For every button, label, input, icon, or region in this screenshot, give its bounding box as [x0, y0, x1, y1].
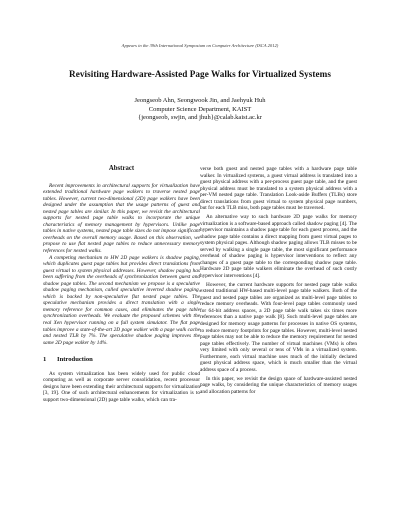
paper-title: Revisiting Hardware-Assisted Page Walks for Virtualized Systems [69, 69, 331, 79]
body-paragraph: As system virtualization has been widely used for public cloud computing as well as corporate server consolidation, recent processor designs have been extending their architectural supports for virtualization [3, 19]. One of such architectural enhancements for virtualization is to support two-dimensional (2D) page table walks, which can tra- [43, 370, 200, 403]
introduction-body [43, 371, 200, 404]
author-block [0, 97, 400, 123]
left-column [43, 166, 200, 404]
author-affiliation: Computer Science Department, KAIST [148, 105, 252, 113]
body-paragraph: verse both guest and nested page tables with a hardware page table walker. In virtualized systems, a guest virtual address is translated into a guest physical address with a per-process guest page table, and the guest physical address must be translated to a system physical address with a per-VM nested page table. Translation Look-aside Buffers (TLBs) store direct translations from guest virtual to system physical page numbers, but for each TLB miss, both page tables must be traversed. [200, 166, 357, 212]
right-column [200, 166, 357, 395]
venue-line: Appears in the 39th International Symposium on Computer Architecture (ISCA 2012) [121, 43, 279, 48]
body-paragraph: In this paper, we revisit the design space of hardware-assisted nested page walks, by considering the unique characteristics of memory usages and allocation patterns for [200, 375, 357, 395]
section-title: Introduction [57, 356, 93, 364]
author-emails: {jeongseob, swjin, and jhuh}@calab.kaist.ac.kr [138, 114, 262, 122]
section-heading-introduction [43, 357, 200, 364]
abstract-paragraph: Recent improvements in architectural supports for virtualization have extended traditional hardware page walkers to traverse nested page tables. However, current two-dimensional (2D) page walkers have been designed under the assumption that the usage patterns of guest and nested page tables are similar. In this paper, we revisit the architectural supports for nested page table walks to incorporate the unique characteristics of memory management by hypervisors. Unlike page tables in native systems, nested page table sizes do not impose significant overheads on the overall memory usage. Based on this observation, we propose to use flat nested page tables to reduce unnecessary memory references for nested walks. [43, 182, 200, 255]
abstract-body [43, 183, 200, 347]
abstract-heading: Abstract [108, 165, 135, 172]
section-number: 1 [43, 356, 47, 364]
body-paragraph: An alternative way to such hardware 2D page walks for memory virtualization is a software-based approach called shadow paging [4]. The hypervisor maintains a shadow page table for each guest process, and the shadow page table contains a direct mapping from guest virtual pages to system physical pages. Although shadow paging allows TLB misses to be served by walking a single page table, the most significant performance overhead of shadow paging is hypervisor interventions to reflect any changes of a guest page table to the corresponding shadow page table. Hardware 2D page table walkers eliminate the overhead of such costly hypervisor interventions [4]. [200, 214, 357, 279]
body-paragraph: However, the current hardware supports for nested page table walks extend traditional HW-based multi-level page table walkers. Both of the guest and nested page tables are organized as multi-level page tables to reduce memory overheads. With four-level page tables commonly used for 64-bit address spaces, a 2D page table walk takes six times more references than a native page walk [8]. Such multi-level page tables are designed for memory usage patterns for processes in native OS systems, to reduce memory footprints for page tables. However, multi-level nested page tables may not be able to reduce the memory requirement for nested page tables effectively. The number of virtual machines (VMs) is often very limited with only several or tens of VMs in a virtualized system. Furthermore, each virtual machine uses much of the initially declared guest physical address space, which is much smaller than the virtual address space of a process. [200, 281, 357, 373]
abstract-paragraph: A competing mechanism to HW 2D page walkers is shadow paging, which duplicates guest page tables but provides direct translations from guest virtual to system physical addresses. However, shadow paging has been suffering from the overheads of synchronization between guest and shadow page tables. The second mechanism we propose is a speculative shadow paging mechanism, called speculative inverted shadow paging, which is backed by non-speculative flat nested page tables. The speculative mechanism provides a direct translation with a single memory reference for common cases, and eliminates the page table synchronization overheads. We evaluate the proposed schemes with the real Xen hypervisor running on a full system simulator. The flat page tables improve a state-of-the-art 2D page walker with a page walk cache and nested TLB by 7%. The speculative shadow paging improves the same 2D page walker by 14%. [43, 254, 200, 346]
author-names: Jeongseob Ahn, Seongwook Jin, and Jaehyuk Huh [134, 97, 266, 104]
